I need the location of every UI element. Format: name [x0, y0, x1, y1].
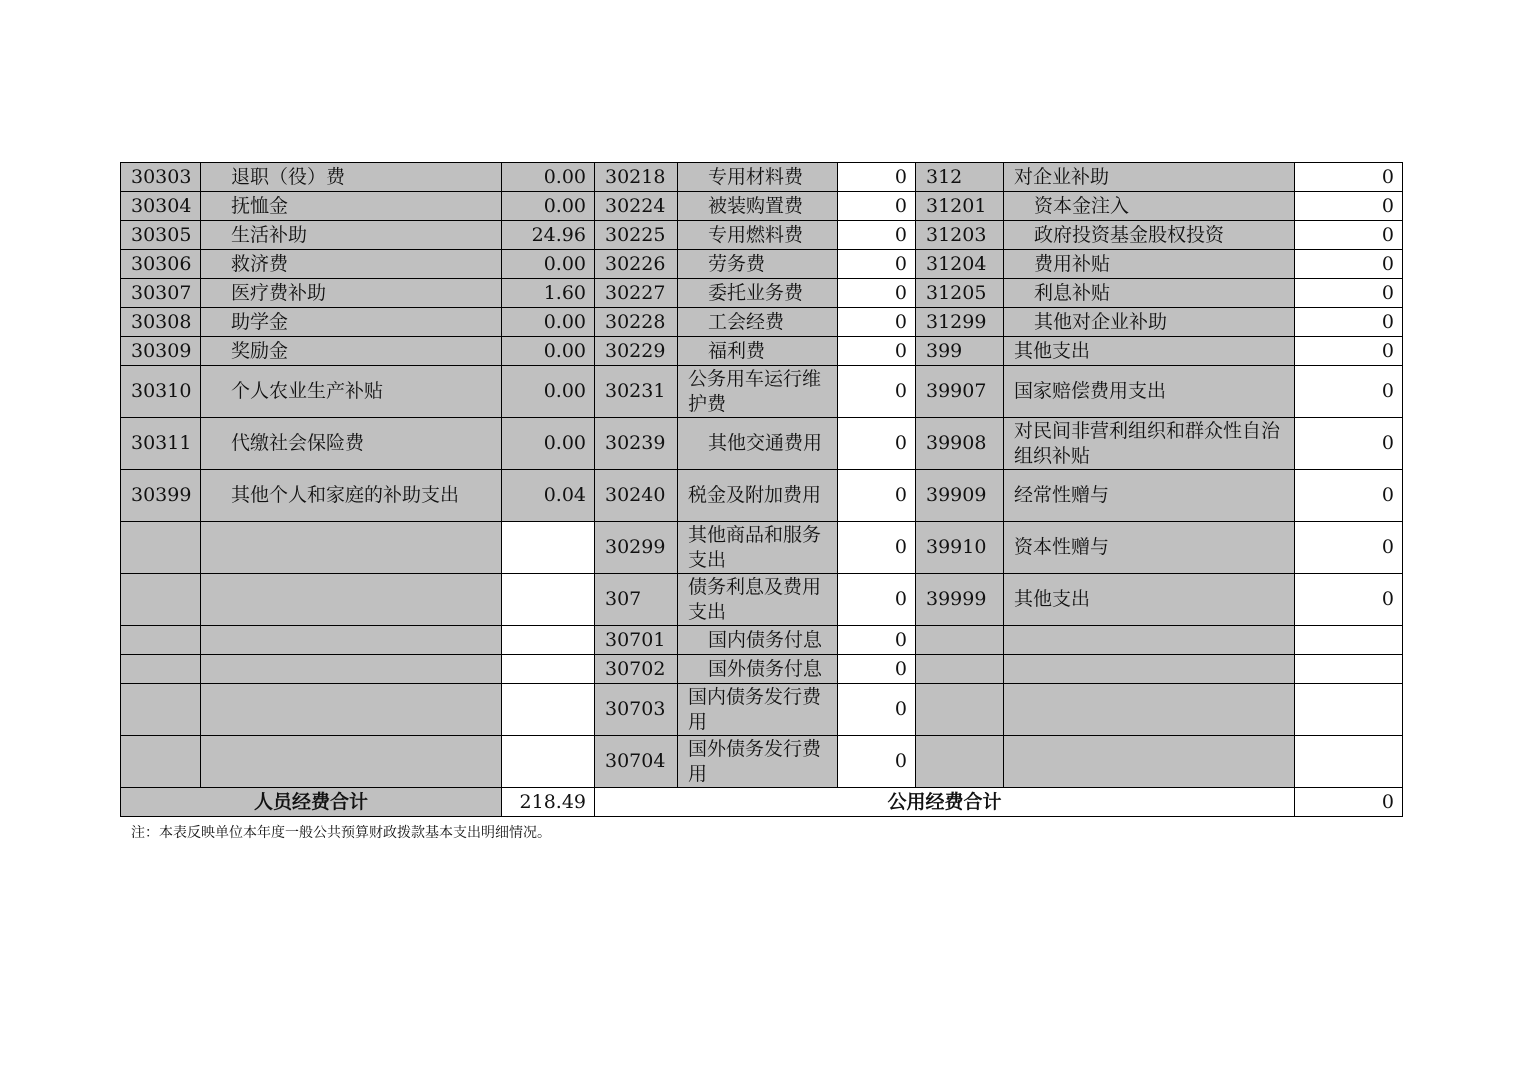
table-row — [121, 163, 1403, 192]
code-cell: 30305 — [121, 221, 201, 250]
value-cell — [1295, 626, 1403, 655]
name-cell: 经常性赠与 — [1004, 470, 1295, 522]
name-cell: 国外债务付息 — [678, 655, 838, 684]
value-cell: 0 — [838, 250, 916, 279]
name-cell: 资本性赠与 — [1004, 522, 1295, 574]
name-cell — [201, 522, 502, 574]
name-cell — [201, 574, 502, 626]
code-cell: 30304 — [121, 192, 201, 221]
code-cell — [121, 522, 201, 574]
name-cell: 生活补助 — [201, 221, 502, 250]
name-cell: 委托业务费 — [678, 279, 838, 308]
code-cell: 30307 — [121, 279, 201, 308]
value-cell: 0 — [838, 308, 916, 337]
value-cell: 0 — [1295, 221, 1403, 250]
name-cell: 税金及附加费用 — [678, 470, 838, 522]
table-row — [121, 522, 1403, 574]
name-cell: 其他个人和家庭的补助支出 — [201, 470, 502, 522]
value-cell: 0 — [1295, 470, 1403, 522]
value-cell: 0.00 — [502, 418, 595, 470]
value-cell: 0.00 — [502, 192, 595, 221]
code-cell: 30240 — [595, 470, 678, 522]
value-cell: 0.00 — [502, 337, 595, 366]
value-cell: 0 — [1295, 574, 1403, 626]
name-cell — [1004, 684, 1295, 736]
name-cell: 公务用车运行维护费 — [678, 366, 838, 418]
code-cell — [121, 574, 201, 626]
code-cell — [121, 626, 201, 655]
code-cell: 30702 — [595, 655, 678, 684]
value-cell: 0 — [838, 626, 916, 655]
value-cell: 0 — [1295, 366, 1403, 418]
code-cell: 30701 — [595, 626, 678, 655]
value-cell: 0 — [838, 655, 916, 684]
name-cell: 费用补贴 — [1004, 250, 1295, 279]
value-cell: 0 — [838, 684, 916, 736]
name-cell: 奖励金 — [201, 337, 502, 366]
name-cell: 代缴社会保险费 — [201, 418, 502, 470]
code-cell: 30224 — [595, 192, 678, 221]
name-cell: 资本金注入 — [1004, 192, 1295, 221]
value-cell: 0.04 — [502, 470, 595, 522]
value-cell: 0 — [838, 221, 916, 250]
code-cell: 31201 — [916, 192, 1004, 221]
value-cell: 24.96 — [502, 221, 595, 250]
code-cell: 30308 — [121, 308, 201, 337]
personnel-total-label: 人员经费合计 — [121, 788, 502, 817]
table-row — [121, 655, 1403, 684]
value-cell — [502, 574, 595, 626]
table-row — [121, 684, 1403, 736]
code-cell: 30310 — [121, 366, 201, 418]
value-cell — [1295, 684, 1403, 736]
value-cell: 0.00 — [502, 163, 595, 192]
value-cell: 0.00 — [502, 308, 595, 337]
code-cell: 30704 — [595, 736, 678, 788]
code-cell — [121, 655, 201, 684]
name-cell: 医疗费补助 — [201, 279, 502, 308]
code-cell: 39908 — [916, 418, 1004, 470]
code-cell: 31204 — [916, 250, 1004, 279]
name-cell — [201, 655, 502, 684]
name-cell: 劳务费 — [678, 250, 838, 279]
code-cell — [916, 736, 1004, 788]
value-cell — [502, 655, 595, 684]
code-cell — [121, 684, 201, 736]
code-cell: 31299 — [916, 308, 1004, 337]
name-cell: 其他支出 — [1004, 574, 1295, 626]
code-cell: 30228 — [595, 308, 678, 337]
value-cell: 0 — [838, 470, 916, 522]
totals-row — [121, 788, 1403, 817]
table-row — [121, 337, 1403, 366]
name-cell: 专用燃料费 — [678, 221, 838, 250]
value-cell: 1.60 — [502, 279, 595, 308]
name-cell: 债务利息及费用支出 — [678, 574, 838, 626]
value-cell: 0 — [1295, 522, 1403, 574]
code-cell: 307 — [595, 574, 678, 626]
name-cell: 救济费 — [201, 250, 502, 279]
table-row — [121, 279, 1403, 308]
value-cell — [502, 626, 595, 655]
code-cell: 30703 — [595, 684, 678, 736]
value-cell — [502, 522, 595, 574]
budget-detail-table — [120, 162, 1403, 817]
code-cell: 30229 — [595, 337, 678, 366]
code-cell: 30218 — [595, 163, 678, 192]
name-cell: 个人农业生产补贴 — [201, 366, 502, 418]
code-cell: 399 — [916, 337, 1004, 366]
table-row — [121, 626, 1403, 655]
value-cell: 0 — [1295, 418, 1403, 470]
name-cell: 抚恤金 — [201, 192, 502, 221]
name-cell: 其他支出 — [1004, 337, 1295, 366]
code-cell: 30225 — [595, 221, 678, 250]
value-cell: 0.00 — [502, 250, 595, 279]
table-row — [121, 221, 1403, 250]
value-cell: 0 — [1295, 308, 1403, 337]
code-cell — [916, 626, 1004, 655]
name-cell: 对民间非营利组织和群众性自治组织补贴 — [1004, 418, 1295, 470]
name-cell — [1004, 626, 1295, 655]
name-cell: 专用材料费 — [678, 163, 838, 192]
value-cell: 0 — [838, 163, 916, 192]
code-cell: 30311 — [121, 418, 201, 470]
value-cell — [502, 736, 595, 788]
code-cell: 30226 — [595, 250, 678, 279]
name-cell: 退职（役）费 — [201, 163, 502, 192]
name-cell: 国内债务发行费用 — [678, 684, 838, 736]
name-cell: 对企业补助 — [1004, 163, 1295, 192]
name-cell: 工会经费 — [678, 308, 838, 337]
value-cell: 0 — [838, 418, 916, 470]
code-cell: 39909 — [916, 470, 1004, 522]
name-cell: 国家赔偿费用支出 — [1004, 366, 1295, 418]
public-total-label: 公用经费合计 — [595, 788, 1295, 817]
code-cell: 39907 — [916, 366, 1004, 418]
code-cell: 30299 — [595, 522, 678, 574]
name-cell: 福利费 — [678, 337, 838, 366]
value-cell: 0 — [838, 736, 916, 788]
value-cell — [502, 684, 595, 736]
value-cell: 0 — [1295, 279, 1403, 308]
value-cell: 0.00 — [502, 366, 595, 418]
code-cell: 30303 — [121, 163, 201, 192]
name-cell: 其他商品和服务支出 — [678, 522, 838, 574]
name-cell: 被装购置费 — [678, 192, 838, 221]
name-cell: 国内债务付息 — [678, 626, 838, 655]
value-cell: 0 — [1295, 163, 1403, 192]
value-cell: 0 — [838, 279, 916, 308]
code-cell: 30309 — [121, 337, 201, 366]
code-cell: 31203 — [916, 221, 1004, 250]
value-cell: 0 — [838, 574, 916, 626]
value-cell: 0 — [838, 192, 916, 221]
table-row — [121, 736, 1403, 788]
code-cell: 312 — [916, 163, 1004, 192]
value-cell: 0 — [1295, 192, 1403, 221]
value-cell — [1295, 655, 1403, 684]
personnel-total-value: 218.49 — [502, 788, 595, 817]
code-cell: 30306 — [121, 250, 201, 279]
table-row — [121, 192, 1403, 221]
table-footnote: 注：本表反映单位本年度一般公共预算财政拨款基本支出明细情况。 — [131, 825, 551, 841]
public-total-value: 0 — [1295, 788, 1403, 817]
name-cell — [1004, 736, 1295, 788]
value-cell: 0 — [838, 522, 916, 574]
name-cell: 其他交通费用 — [678, 418, 838, 470]
code-cell — [916, 684, 1004, 736]
name-cell — [201, 626, 502, 655]
code-cell: 30399 — [121, 470, 201, 522]
name-cell — [201, 684, 502, 736]
name-cell: 利息补贴 — [1004, 279, 1295, 308]
table-row — [121, 470, 1403, 522]
name-cell: 国外债务发行费用 — [678, 736, 838, 788]
value-cell: 0 — [838, 337, 916, 366]
code-cell: 30227 — [595, 279, 678, 308]
table-row — [121, 366, 1403, 418]
code-cell: 31205 — [916, 279, 1004, 308]
name-cell: 助学金 — [201, 308, 502, 337]
table-row — [121, 250, 1403, 279]
code-cell: 30231 — [595, 366, 678, 418]
code-cell: 30239 — [595, 418, 678, 470]
code-cell — [916, 655, 1004, 684]
name-cell — [201, 736, 502, 788]
table-row — [121, 308, 1403, 337]
table-row — [121, 574, 1403, 626]
code-cell: 39999 — [916, 574, 1004, 626]
code-cell: 39910 — [916, 522, 1004, 574]
value-cell — [1295, 736, 1403, 788]
value-cell: 0 — [1295, 250, 1403, 279]
name-cell: 其他对企业补助 — [1004, 308, 1295, 337]
value-cell: 0 — [838, 366, 916, 418]
code-cell — [121, 736, 201, 788]
value-cell: 0 — [1295, 337, 1403, 366]
name-cell: 政府投资基金股权投资 — [1004, 221, 1295, 250]
name-cell — [1004, 655, 1295, 684]
table-row — [121, 418, 1403, 470]
